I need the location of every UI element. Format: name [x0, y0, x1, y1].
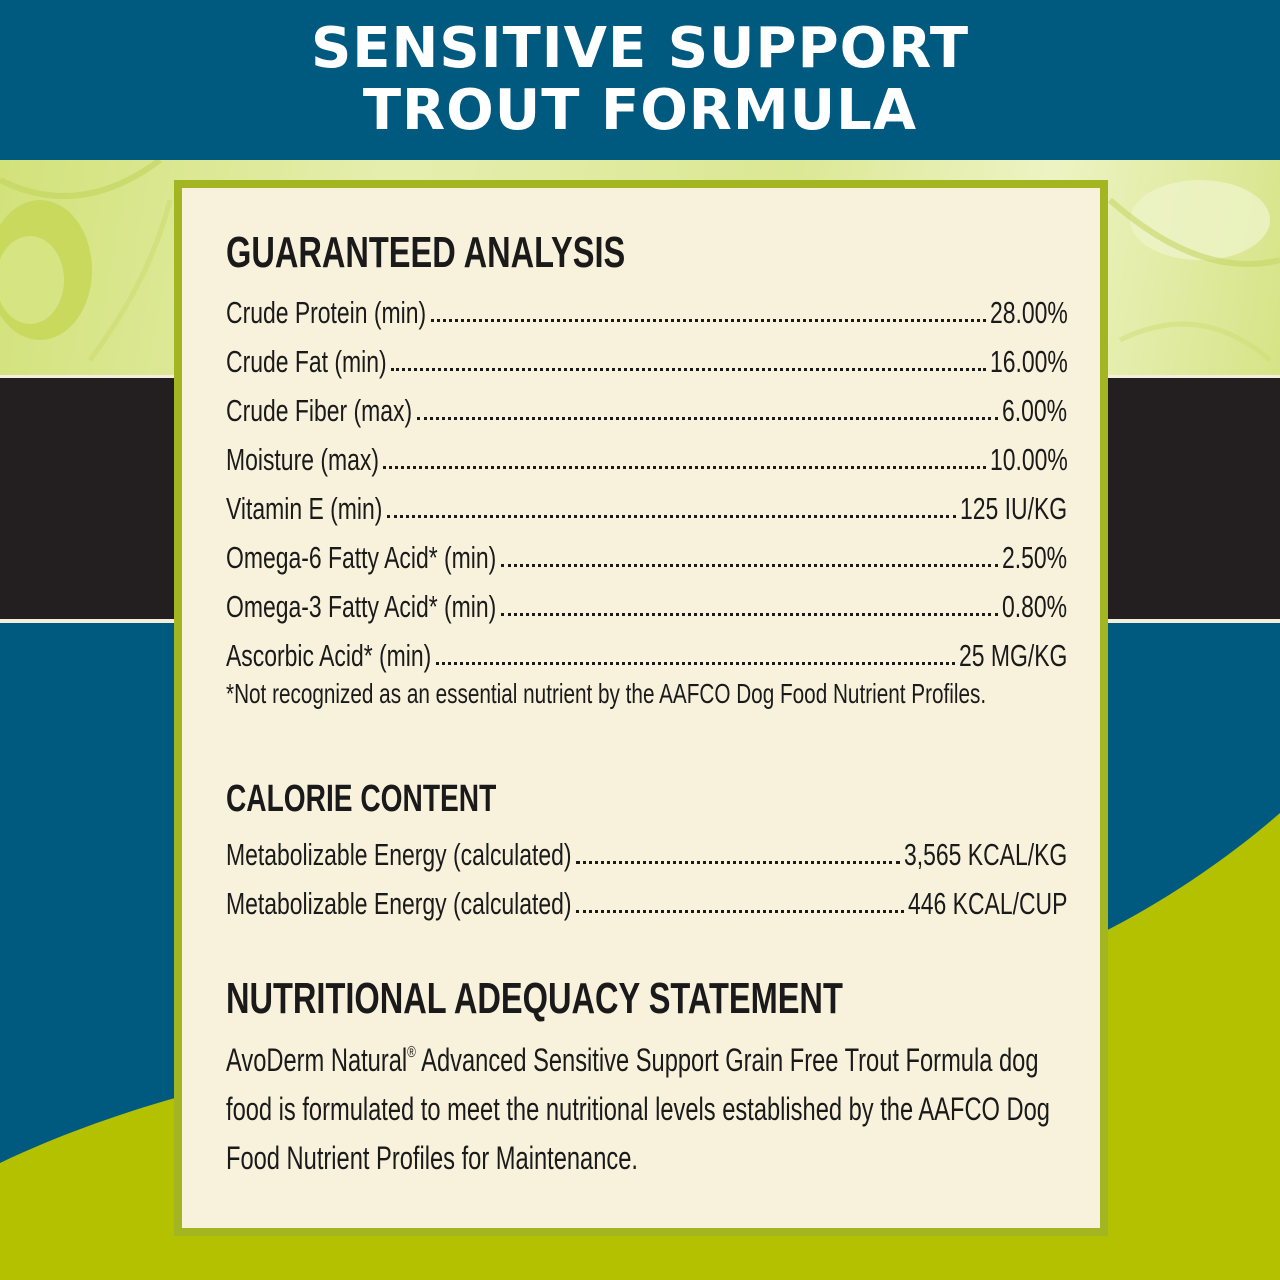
dot-leader [431, 319, 986, 322]
dot-leader [391, 368, 986, 371]
statement-line-1: Advanced Sensitive Support Grain Free Trout Formula dog [415, 1042, 1039, 1078]
dot-leader [576, 910, 904, 913]
nutrient-value: 3,565 KCAL/KG [904, 837, 1068, 872]
guaranteed-analysis-list [226, 282, 1068, 674]
dot-leader [501, 613, 998, 616]
dot-leader [383, 466, 986, 469]
registered-mark: ® [407, 1044, 416, 1061]
nutrient-row [226, 824, 1068, 873]
nutrient-row [226, 527, 1068, 576]
dot-leader [436, 662, 955, 665]
nutrient-row [226, 331, 1068, 380]
nutrient-value: 6.00% [1002, 393, 1068, 428]
nutrient-row [226, 576, 1068, 625]
nutrient-row [226, 625, 1068, 674]
nutrient-row [226, 282, 1068, 331]
nutrition-panel [174, 180, 1108, 1236]
nutrient-label: Crude Fiber (max) [226, 393, 413, 428]
nutrient-label: Crude Protein (min) [226, 295, 427, 330]
nutritional-adequacy-statement [226, 1028, 1068, 1183]
calorie-content-list [226, 824, 1068, 922]
nutrient-label: Metabolizable Energy (calculated) [226, 837, 572, 872]
nutrient-value: 2.50% [1002, 540, 1068, 575]
nutrient-value: 25 MG/KG [959, 638, 1068, 673]
nutrient-label: Omega-6 Fatty Acid* (min) [226, 540, 497, 575]
nutritional-adequacy-heading: NUTRITIONAL ADEQUACY STATEMENT [226, 974, 843, 1023]
nutrient-value: 16.00% [990, 344, 1068, 379]
nutrient-row [226, 429, 1068, 478]
statement-brand: AvoDerm Natural [226, 1042, 408, 1078]
nutrient-row [226, 873, 1068, 922]
nutrient-label: Moisture (max) [226, 442, 379, 477]
nutrient-value: 446 KCAL/CUP [908, 886, 1068, 921]
aafco-footnote: *Not recognized as an essential nutrient by the AAFCO Dog Food Nutrient Profiles. [226, 678, 987, 709]
dot-leader [501, 564, 998, 567]
nutrient-value: 10.00% [990, 442, 1068, 477]
nutrient-row [226, 380, 1068, 429]
nutrition-content [226, 228, 1068, 1183]
nutrient-value: 28.00% [990, 295, 1068, 330]
guaranteed-analysis-heading: GUARANTEED ANALYSIS [226, 228, 626, 277]
title-line-2: TROUT FORMULA [362, 78, 918, 143]
statement-line-3: Food Nutrient Profiles for Maintenance. [226, 1140, 638, 1176]
nutrient-label: Omega-3 Fatty Acid* (min) [226, 589, 497, 624]
nutrient-value: 125 IU/KG [960, 491, 1068, 526]
dot-leader [576, 861, 900, 864]
nutrient-label: Vitamin E (min) [226, 491, 383, 526]
dot-leader [417, 417, 998, 420]
dot-leader [387, 515, 956, 518]
nutrient-label: Crude Fat (min) [226, 344, 387, 379]
nutrient-row [226, 478, 1068, 527]
statement-line-2: food is formulated to meet the nutritional levels established by the AAFCO Dog [226, 1091, 1050, 1127]
title-line-1: SENSITIVE SUPPORT [310, 16, 970, 81]
calorie-content-heading: CALORIE CONTENT [226, 778, 497, 820]
nutrient-label: Ascorbic Acid* (min) [226, 638, 432, 673]
nutrient-label: Metabolizable Energy (calculated) [226, 886, 572, 921]
header-banner [0, 0, 1280, 160]
nutrient-value: 0.80% [1002, 589, 1068, 624]
